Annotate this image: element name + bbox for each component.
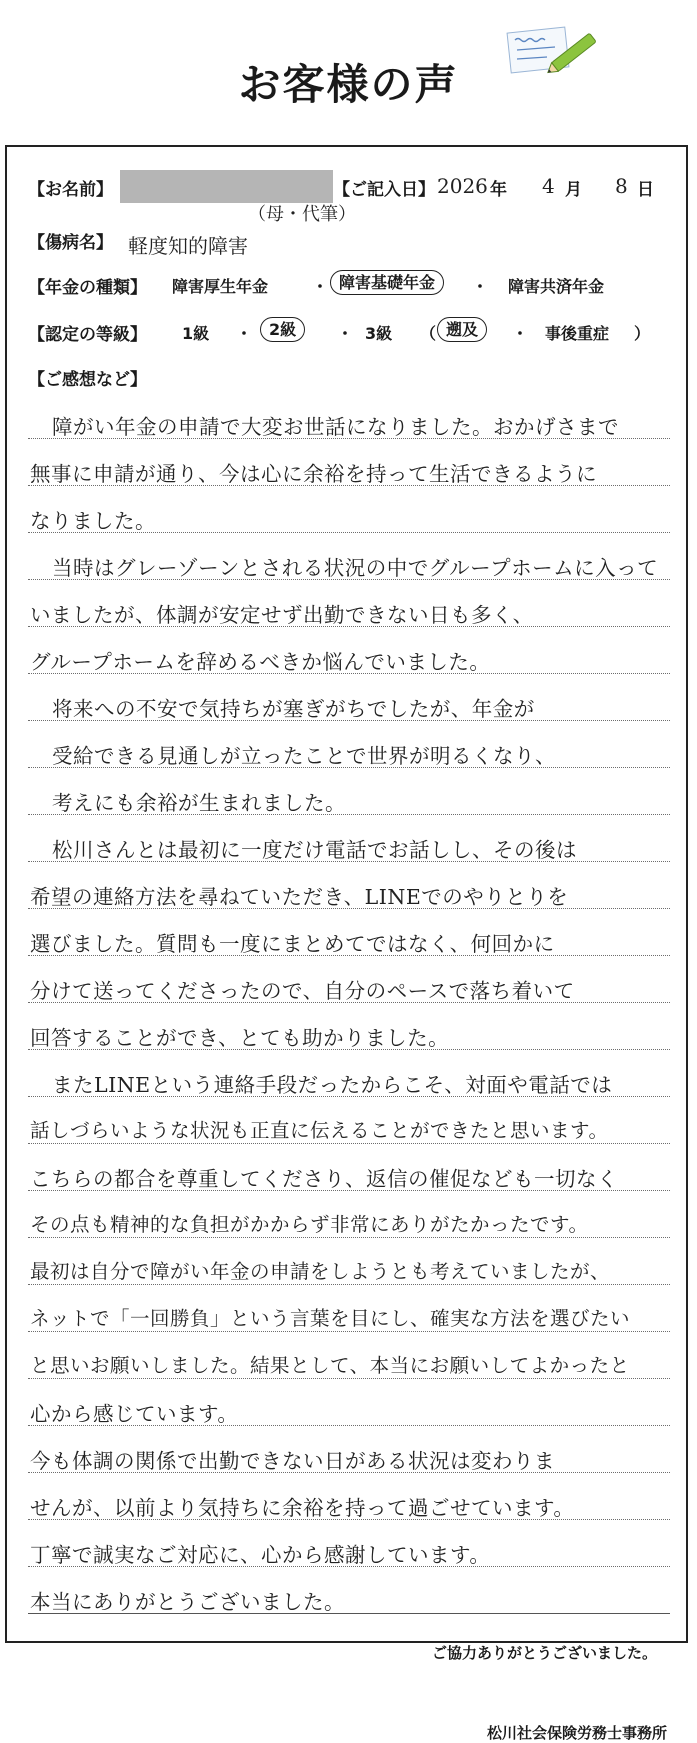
pension-option-basic-label: 障害基礎年金 xyxy=(330,270,444,295)
grade-1: 1級 xyxy=(182,324,210,343)
date-label: 【ご記入日】 xyxy=(333,180,435,200)
day-unit: 日 xyxy=(637,180,654,200)
comment-line: グループホームを辞めるべきか悩んでいました。 xyxy=(30,650,491,674)
comment-line: 今も体調の関係で出勤できない日がある状況は変わりま xyxy=(30,1449,555,1473)
comment-line: 受給できる見通しが立ったことで世界が明るくなり、 xyxy=(52,744,556,768)
comment-line: いましたが、体調が安定せず出勤できない日も多く、 xyxy=(30,603,534,627)
year-unit: 年 xyxy=(490,180,507,200)
comment-line: 将来への不安で気持ちが塞ぎがちでしたが、年金が xyxy=(52,697,535,721)
rule-line xyxy=(28,1331,670,1332)
pension-type-label: 【年金の種類】 xyxy=(28,278,147,298)
grade-2-label: 2級 xyxy=(260,317,305,342)
comment-line: 話しづらいような状況も正直に伝えることができたと思います。 xyxy=(30,1119,609,1142)
comments-label: 【ご感想など】 xyxy=(28,370,147,390)
grade-retroactive xyxy=(437,317,487,340)
rule-line xyxy=(28,1237,670,1238)
comment-line: 丁寧で誠実なご対応に、心から感謝しています。 xyxy=(30,1543,491,1567)
comment-line: 無事に申請が通り、今は心に余裕を持って生活できるように xyxy=(30,462,597,486)
date-month: 4 xyxy=(542,174,555,198)
grade-post-severe: 事後重症 xyxy=(545,324,610,343)
comment-line: 考えにも余裕が生まれました。 xyxy=(52,791,346,815)
comment-line: 本当にありがとうございました。 xyxy=(30,1590,345,1614)
comment-line: 分けて送ってくださったので、自分のペースで落ち着いて xyxy=(30,979,575,1003)
comment-line: こちらの都合を尊重してくださり、返信の催促なども一切なく xyxy=(30,1167,618,1191)
rule-line xyxy=(28,1378,670,1379)
pension-separator-1: ・ xyxy=(312,277,329,296)
comment-line: と思いお願いしました。結果として、本当にお願いしてよかったと xyxy=(30,1354,630,1377)
rule-line xyxy=(28,1143,670,1144)
pension-option-basic xyxy=(330,270,444,293)
pen-and-paper-icon xyxy=(505,22,605,84)
pension-option-employee: 障害厚生年金 xyxy=(172,277,269,296)
date-year: 2026 xyxy=(437,174,488,198)
pension-option-mutual: 障害共済年金 xyxy=(508,277,605,296)
comment-line: 選びました。質問も一度にまとめてではなく、何回かに xyxy=(30,932,555,956)
comment-line: 回答することができ、とても助かりました。 xyxy=(30,1026,450,1050)
name-label: 【お名前】 xyxy=(28,180,113,200)
grade-paren-close: ） xyxy=(634,324,651,343)
office-name: 松川社会保険労務士事務所 xyxy=(486,1724,667,1742)
grade-separator-2: ・ xyxy=(337,324,354,343)
rule-line xyxy=(28,1284,670,1285)
grade-3: 3級 xyxy=(365,324,393,343)
comment-line: せんが、以前より気持ちに余裕を持って過ごせています。 xyxy=(30,1496,575,1520)
name-redaction xyxy=(120,170,333,203)
grade-2 xyxy=(260,317,305,340)
grade-label: 【認定の等級】 xyxy=(28,325,147,345)
comment-line: 松川さんとは最初に一度だけ電話でお話しし、その後は xyxy=(52,838,577,862)
comment-line: またLINEという連絡手段だったからこそ、対面や電話では xyxy=(52,1073,613,1097)
grade-separator-3: ・ xyxy=(512,324,529,343)
month-unit: 月 xyxy=(565,180,582,200)
page-title: お客様の声 xyxy=(238,60,459,109)
comment-line: 心から感じています。 xyxy=(30,1402,239,1426)
grade-paren-open: （ xyxy=(420,324,437,343)
disease-value: 軽度知的障害 xyxy=(128,234,248,258)
comment-line: 希望の連絡方法を尋ねていただき、LINEでのやりとりを xyxy=(30,885,569,909)
disease-label: 【傷病名】 xyxy=(28,233,113,253)
thanks-note: ご協力ありがとうございました。 xyxy=(431,1644,657,1662)
pension-separator-2: ・ xyxy=(472,277,489,296)
date-day: 8 xyxy=(615,174,628,198)
comment-line: なりました。 xyxy=(30,509,156,533)
comment-line: その点も精神的な負担がかからず非常にありがたかったです。 xyxy=(30,1213,589,1236)
comment-line: ネットで「一回勝負」という言葉を目にし、確実な方法を選びたい xyxy=(30,1307,631,1330)
grade-retroactive-label: 遡及 xyxy=(437,317,487,342)
comment-line: 最初は自分で障がい年金の申請をしようとも考えていましたが、 xyxy=(30,1260,611,1283)
comment-line: 障がい年金の申請で大変お世話になりました。おかげさまで xyxy=(52,415,619,439)
grade-separator-1: ・ xyxy=(236,324,253,343)
proxy-note: （母・代筆） xyxy=(248,204,356,225)
comment-line: 当時はグレーゾーンとされる状況の中でグループホームに入って xyxy=(52,556,659,580)
